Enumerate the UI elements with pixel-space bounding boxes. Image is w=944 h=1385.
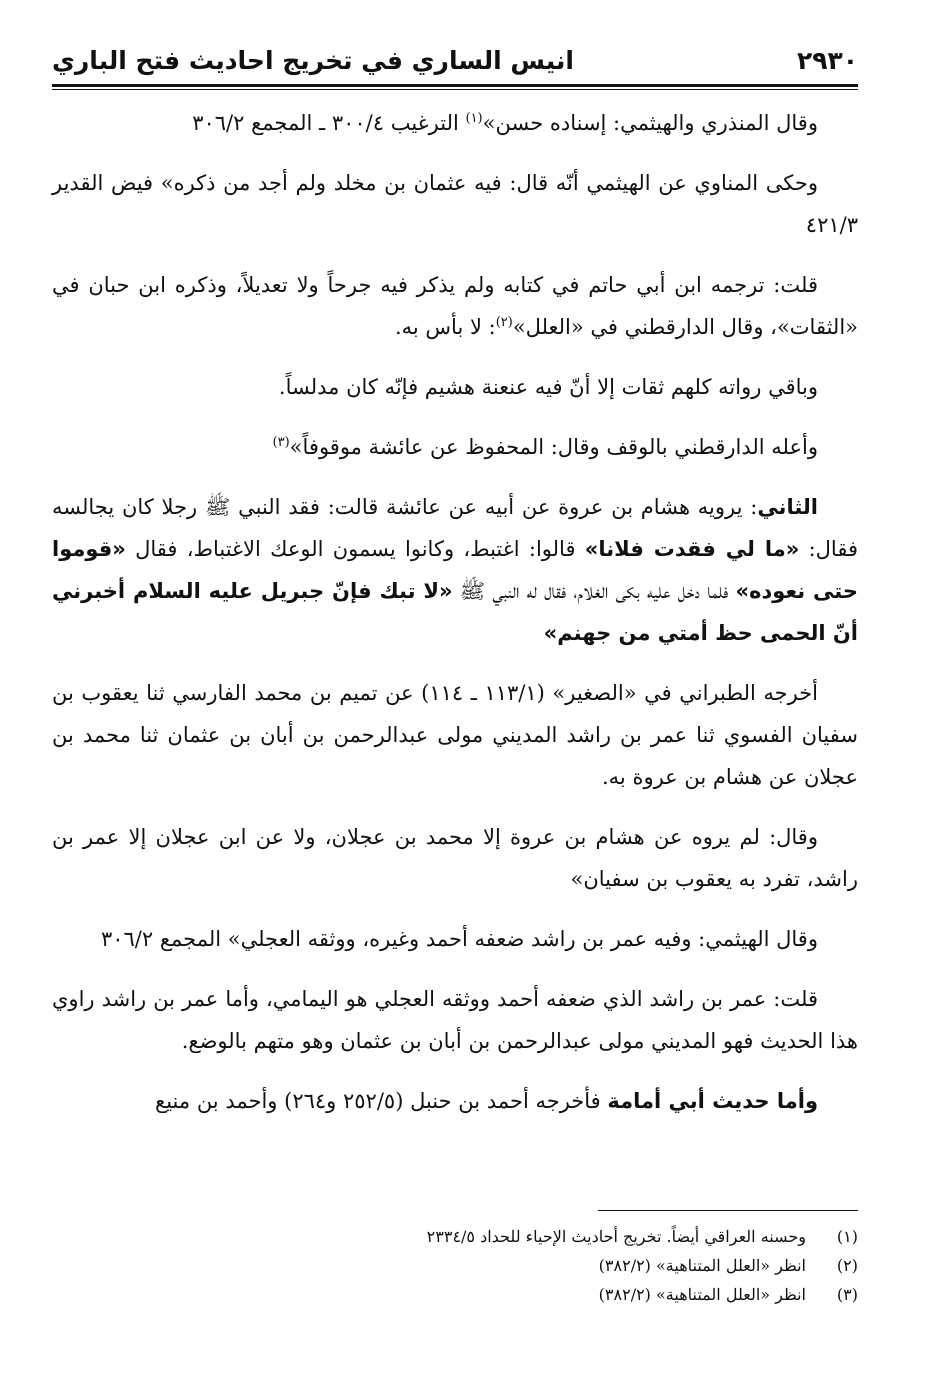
paragraph: وحكى المناوي عن الهيثمي أنّه قال: فيه عثمان بن مخلد ولم أجد من ذكره» فيض القدير ٤٢١/٣: [52, 171, 858, 237]
hadith-quote: «لا تبك فإنّ جبريل عليه السلام أخبرني أنّ الحمى حظ أمتي من جهنم»: [52, 579, 858, 645]
footnote-ref[interactable]: (٣): [272, 435, 290, 450]
main-text: [52, 102, 858, 1140]
footnote: [52, 1251, 858, 1280]
paragraph: وقال: لم يروه عن هشام بن عروة إلا محمد بن عجلان، ولا عن ابن عجلان إلا عمر بن راشد، تفرد به يعقوب بن سفيان»: [52, 825, 858, 891]
book-title: انيس الساري في تخريج احاديث فتح الباري: [52, 45, 574, 75]
footnote-text: انظر «العلل المتناهية» (٣٨٢/٢): [598, 1285, 806, 1304]
footnotes: [52, 1222, 858, 1309]
hadith-quote: «ما لي فقدت فلانا»: [584, 537, 800, 561]
hadith-label: الثاني: [757, 495, 818, 519]
footnote-rule: [598, 1210, 858, 1211]
footnote-ref[interactable]: (٢): [495, 315, 513, 330]
hadith-quote: «قوموا حتى نعوده»: [52, 537, 858, 603]
header-rule-thin: [52, 89, 858, 90]
paragraph: قلت: عمر بن راشد الذي ضعفه أحمد ووثقه العجلي هو اليمامي، وأما عمر بن راشد راوي هذا الحديث فهو المديني مولى عبدالرحمن بن أبان بن عثمان وهو متهم بالوضع.: [52, 987, 858, 1053]
paragraph: وأما حديث أبي أمامة فأخرجه أحمد بن حنبل (٢٥٢/٥ و٢٦٤) وأحمد بن منيع: [155, 1089, 818, 1113]
footnote-ref[interactable]: (١): [465, 111, 483, 126]
footnote-text: وحسنه العراقي أيضاً. تخريج أحاديث الإحياء للحداد ٢٣٣٤/٥: [426, 1227, 806, 1246]
paragraph: وقال الهيثمي: وفيه عمر بن راشد ضعفه أحمد وغيره، ووثقه العجلي» المجمع ٣٠٦/٢: [100, 927, 818, 951]
section-lead: وأما حديث أبي أمامة: [607, 1089, 818, 1113]
header-rule: [52, 84, 858, 87]
footnote-number: (٣): [836, 1285, 858, 1304]
paragraph: وباقي رواته كلهم ثقات إلا أنّ فيه عنعنة هشيم فإنّه كان مدلساً.: [278, 375, 818, 399]
paragraph: وقال المنذري والهيثمي: إسناده حسن»$^{(١)}$ الترغيب ٣٠٠/٤ ـ المجمع ٣٠٦/٢: [192, 111, 818, 135]
paragraph: أخرجه الطبراني في «الصغير» (١١٣/١ ـ ١١٤) عن تميم بن محمد الفارسي ثنا يعقوب بن سفيان الفسوي ثنا عمر بن راشد المديني مولى عبدالرحمن بن أبان بن عثمان ثنا محمد بن عجلان عن هشام بن عروة به.: [52, 681, 858, 789]
footnote: [52, 1222, 858, 1251]
footnote-number: (١): [836, 1227, 858, 1246]
running-header: [52, 40, 858, 80]
footnote-text: انظر «العلل المتناهية» (٣٨٢/٢): [598, 1256, 806, 1275]
hadith-paragraph: الثاني: يرويه هشام بن عروة عن أبيه عن عائشة قالت: فقد النبي ﷺ رجلا كان يجالسه فقال: «ما لي فقدت فلانا» قالوا: اغتبط، وكانوا يسمون الوعك الاغتباط، فقال «قوموا حتى نعوده» فلما دخل عليه بكى الغلام، فقال له النبي ﷺ «لا تبك فإنّ جبريل عليه السلام أخبرني أنّ الحمى حظ أمتي من جهنم»: [52, 495, 858, 645]
footnote-number: (٢): [836, 1256, 858, 1275]
footnote: [52, 1280, 858, 1309]
page-number: ٢٩٣٠: [796, 45, 858, 75]
paragraph: وأعله الدارقطني بالوقف وقال: المحفوظ عن عائشة موقوفاً»$^{(٣)}$: [272, 435, 818, 459]
paragraph: قلت: ترجمه ابن أبي حاتم في كتابه ولم يذكر فيه جرحاً ولا تعديلاً، وذكره ابن حبان في «الثقات»، وقال الدارقطني في «العلل»$^{(٢)}$: لا بأس به.: [52, 273, 858, 339]
